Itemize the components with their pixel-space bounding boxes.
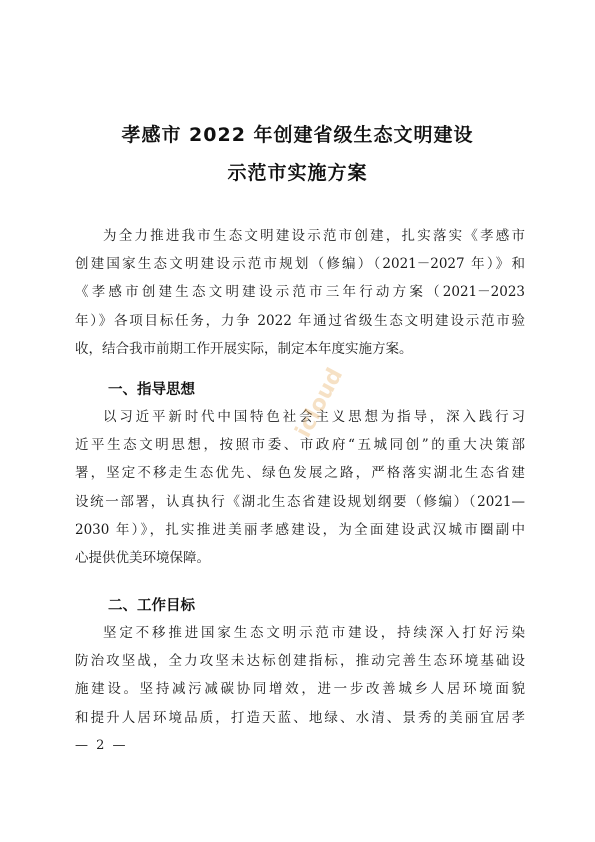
section-heading-work-goals: 二、工作目标 [108,598,195,614]
paragraph-line: 和提升人居环境品质，打造天蓝、地绿、水清、景秀的美丽宜居孝 [75,709,525,726]
paragraph-line: 心提供优美环境保障。 [75,550,210,567]
section-heading-guiding-ideology: 一、指导思想 [108,382,195,398]
section1-paragraph [75,403,525,572]
paragraph-line: 为全力推进我市生态文明建设示范市创建，扎实落实《孝感市 [103,228,525,244]
paragraph-line: 近平生态文明思想，按照市委、市政府“五城同创”的重大决策部 [75,437,525,454]
paragraph-line: 《孝感市创建生态文明建设示范市三年行动方案（2021－2023 [75,284,525,301]
paragraph-line: 以习近平新时代中国特色社会主义思想为指导，深入践行习 [103,409,525,425]
page-number: — 2 — [75,738,128,753]
paragraph-line: 创建国家生态文明建设示范市规划（修编）（2021－2027 年）》和 [75,256,525,273]
paragraph-line: 年）》各项目标任务，力争 2022 年通过省级生态文明建设示范市验 [75,312,525,329]
paragraph-line: 收，结合我市前期工作开展实际，制定本年度实施方案。 [75,340,413,357]
document-title-line1: 孝感市 2022 年创建省级生态文明建设 [121,124,474,146]
paragraph-line: 设统一部署，认真执行《湖北生态省建设规划纲要（修编）（2021— [75,493,525,510]
watermark-text: icloud [291,364,349,442]
intro-paragraph [75,222,525,363]
document-title-line2: 示范市实施方案 [227,162,368,184]
paragraph-line: 坚定不移推进国家生态文明示范市建设，持续深入打好污染 [103,625,525,641]
paragraph-line: 署，坚定不移走生态优先、绿色发展之路，严格落实湖北生态省建 [75,465,525,482]
paragraph-line: 2030 年）》，扎实推进美丽孝感建设，为全面建设武汉城市圈副中 [75,521,525,538]
paragraph-line: 防治攻坚战，全力攻坚未达标创建指标，推动完善生态环境基础设 [75,653,525,670]
paragraph-line: 施建设。坚持减污减碳协同增效，进一步改善城乡人居环境面貌 [75,681,525,698]
section2-paragraph [75,619,525,732]
